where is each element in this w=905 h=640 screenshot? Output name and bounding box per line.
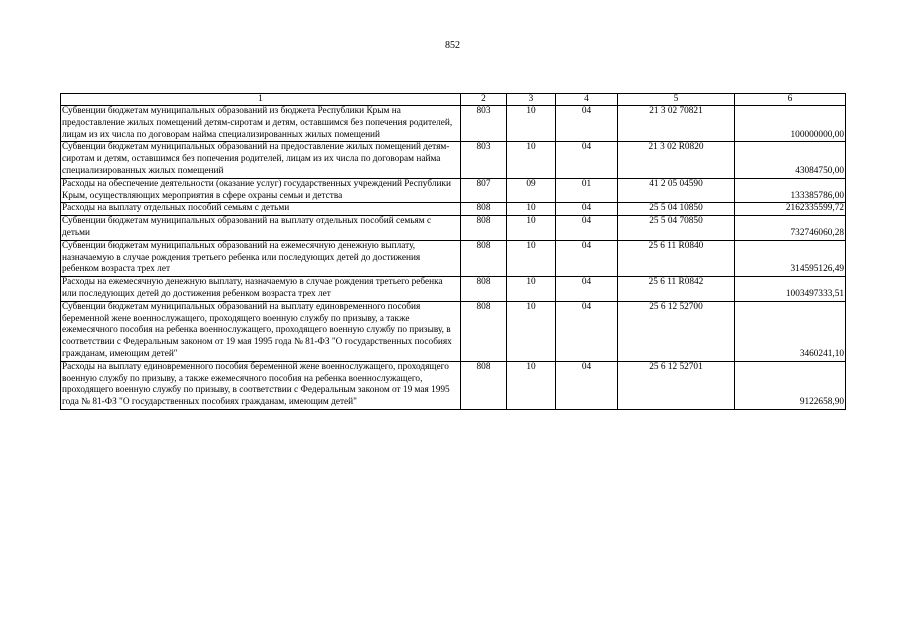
subsection-code: 04 <box>556 361 618 409</box>
expense-name: Субвенции бюджетам муниципальных образований на ежемесячную денежную выплату, назначаемую в случае рождения третьего ребенка или последующих детей до достижения ребенком возраста трех лет <box>61 240 461 276</box>
expense-name: Субвенции бюджетам муниципальных образований из бюджета Республики Крым на предоставление жилых помещений детям-сиротам и детям, оставшимся без попечения родителей, лицам из их числа по договорам найма специализированных жилых помещений <box>61 106 461 142</box>
amount: 1003497333,51 <box>735 277 846 302</box>
target-article-code: 25 6 11 R0842 <box>618 277 735 302</box>
amount: 732746060,28 <box>735 216 846 241</box>
grbs-code: 803 <box>461 142 507 178</box>
table-row <box>61 142 846 178</box>
expense-name: Расходы на выплату единовременного пособия беременной жене военнослужащего, проходящего военную службу по призыву, а также ежемесячного пособия на ребенка военнослужащего, проходящего военную службу по призыву, в соответствии с Федеральным законом от 19 мая 1995 года № 81-ФЗ "О государственных пособиях гражданам, имеющим детей" <box>61 361 461 409</box>
target-article-code: 25 6 12 52700 <box>618 301 735 361</box>
subsection-code: 04 <box>556 277 618 302</box>
header-col-3: 3 <box>507 94 556 106</box>
expense-name: Субвенции бюджетам муниципальных образований на выплату единовременного пособия беременной жене военнослужащего, проходящего военную службу по призыву, а также ежемесячного пособия на ребенка военнослужащего, проходящего военную службу по призыву, в соответствии с Федеральным законом от 19 мая 1995 года № 81-ФЗ "О государственных пособиях гражданам, имеющим детей" <box>61 301 461 361</box>
subsection-code: 04 <box>556 240 618 276</box>
subsection-code: 04 <box>556 142 618 178</box>
expense-name: Субвенции бюджетам муниципальных образований на предоставление жилых помещений детям-сиротам и детям, оставшимся без попечения родителей, лицам из их числа по договорам найма специализированных жилых помещений <box>61 142 461 178</box>
table-row <box>61 216 846 241</box>
grbs-code: 807 <box>461 178 507 203</box>
amount: 9122658,90 <box>735 361 846 409</box>
table-row <box>61 240 846 276</box>
expense-name: Субвенции бюджетам муниципальных образований на выплату отдельных пособий семьям с детьми <box>61 216 461 241</box>
section-code: 10 <box>507 301 556 361</box>
target-article-code: 21 3 02 70821 <box>618 106 735 142</box>
target-article-code: 25 5 04 10850 <box>618 203 735 216</box>
section-code: 10 <box>507 216 556 241</box>
table-row <box>61 277 846 302</box>
header-col-6: 6 <box>735 94 846 106</box>
grbs-code: 808 <box>461 277 507 302</box>
amount: 100000000,00 <box>735 106 846 142</box>
amount: 314595126,49 <box>735 240 846 276</box>
expense-name: Расходы на обеспечение деятельности (оказание услуг) государственных учреждений Республики Крым, осуществляющих мероприятия в сфере охраны семьи и детства <box>61 178 461 203</box>
subsection-code: 04 <box>556 216 618 241</box>
target-article-code: 25 6 11 R0840 <box>618 240 735 276</box>
target-article-code: 25 5 04 70850 <box>618 216 735 241</box>
header-row <box>61 94 846 106</box>
header-col-1: 1 <box>61 94 461 106</box>
grbs-code: 808 <box>461 361 507 409</box>
subsection-code: 01 <box>556 178 618 203</box>
target-article-code: 25 6 12 52701 <box>618 361 735 409</box>
expense-name: Расходы на ежемесячную денежную выплату, назначаемую в случае рождения третьего ребенка или последующих детей до достижения ребенком возраста трех лет <box>61 277 461 302</box>
header-col-4: 4 <box>556 94 618 106</box>
subsection-code: 04 <box>556 301 618 361</box>
table-row <box>61 106 846 142</box>
amount: 3460241,10 <box>735 301 846 361</box>
table-row <box>61 361 846 409</box>
section-code: 10 <box>507 240 556 276</box>
amount: 43084750,00 <box>735 142 846 178</box>
section-code: 10 <box>507 361 556 409</box>
header-col-5: 5 <box>618 94 735 106</box>
grbs-code: 803 <box>461 106 507 142</box>
table-row <box>61 203 846 216</box>
expense-name: Расходы на выплату отдельных пособий семьям с детьми <box>61 203 461 216</box>
grbs-code: 808 <box>461 301 507 361</box>
target-article-code: 21 3 02 R0820 <box>618 142 735 178</box>
target-article-code: 41 2 05 04590 <box>618 178 735 203</box>
subsection-code: 04 <box>556 106 618 142</box>
section-code: 10 <box>507 106 556 142</box>
subsection-code: 04 <box>556 203 618 216</box>
section-code: 10 <box>507 203 556 216</box>
page-number: 852 <box>445 40 460 51</box>
section-code: 10 <box>507 277 556 302</box>
grbs-code: 808 <box>461 203 507 216</box>
section-code: 10 <box>507 142 556 178</box>
grbs-code: 808 <box>461 240 507 276</box>
grbs-code: 808 <box>461 216 507 241</box>
table-row <box>61 178 846 203</box>
header-col-2: 2 <box>461 94 507 106</box>
budget-table <box>60 93 846 410</box>
amount: 2162335599,72 <box>735 203 846 216</box>
table-row <box>61 301 846 361</box>
amount: 133385786,00 <box>735 178 846 203</box>
section-code: 09 <box>507 178 556 203</box>
